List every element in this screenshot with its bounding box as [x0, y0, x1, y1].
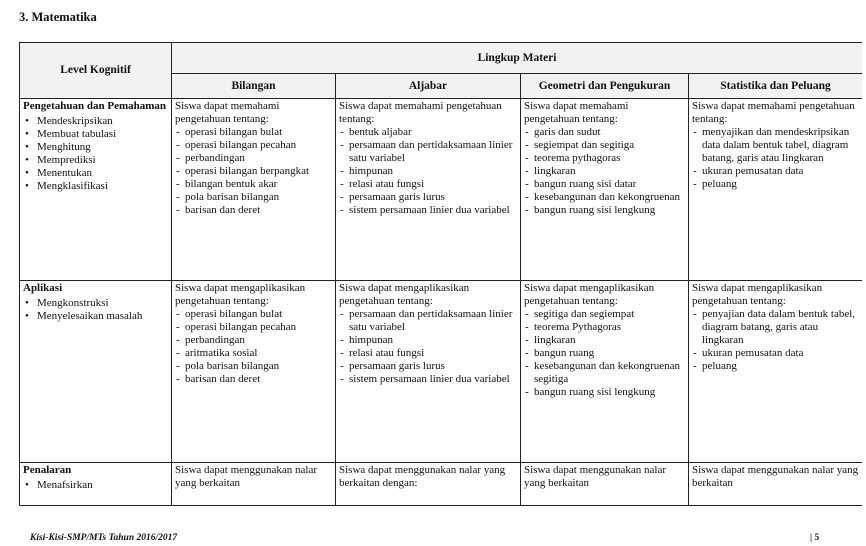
list-item: - teorema Pythagoras [534, 321, 685, 334]
list-item: - operasi bilangan pecahan [185, 321, 332, 334]
list-item: - bentuk aljabar [349, 126, 517, 139]
list-item: - teorema pythagoras [534, 152, 685, 165]
content-cell [336, 281, 521, 463]
level-name: Penalaran [23, 464, 72, 476]
list-item: - bangun ruang sisi lengkung [534, 386, 685, 399]
list-item: - bangun ruang [534, 347, 685, 360]
list-item: - perbandingan [185, 152, 332, 165]
list-item: - operasi bilangan pecahan [185, 139, 332, 152]
list-item: - ukuran pemusatan data [702, 347, 859, 360]
list-item: • Mengkonstruksi [37, 297, 168, 310]
cell-intro: Siswa dapat menggunakan nalar yang berkaitan dengan: [339, 464, 506, 489]
column-header: Statistika dan Peluang [689, 74, 863, 99]
content-cell [172, 463, 336, 506]
table-row [20, 99, 863, 281]
footer-page-number: | 5 [810, 533, 820, 543]
level-items [23, 479, 168, 492]
list-item: - bangun ruang sisi datar [534, 178, 685, 191]
cell-items [339, 126, 517, 217]
cell-intro: Siswa dapat mengaplikasikan pengetahuan tentang: [524, 282, 655, 307]
table-row [20, 281, 863, 463]
list-item: - operasi bilangan bulat [185, 126, 332, 139]
list-item: - persamaan dan pertidaksamaan linier satu variabel [349, 139, 517, 165]
list-item: - aritmatika sosial [185, 347, 332, 360]
list-item: • Menghitung [37, 141, 168, 154]
list-item: • Menentukan [37, 167, 168, 180]
cell-intro: Siswa dapat mengaplikasikan pengetahuan tentang: [175, 282, 306, 307]
cell-items [339, 308, 517, 386]
list-item: - penyajian data dalam bentuk tabel, diagram batang, garis atau lingkaran [702, 308, 859, 347]
list-item: - garis dan sudut [534, 126, 685, 139]
level-items [23, 115, 168, 193]
section-title: 3. Matematika [19, 10, 97, 24]
list-item: - bangun ruang sisi lengkung [534, 204, 685, 217]
list-item: - lingkaran [534, 165, 685, 178]
content-cell [521, 99, 689, 281]
list-item: - peluang [702, 360, 859, 373]
column-header: Aljabar [336, 74, 521, 99]
list-item: - pola barisan bilangan [185, 191, 332, 204]
cell-items [175, 126, 332, 217]
level-items [23, 297, 168, 323]
kisi-kisi-table [19, 42, 862, 506]
cell-intro: Siswa dapat memahami pengetahuan tentang: [339, 100, 502, 125]
cell-items [524, 126, 685, 217]
list-item: - barisan dan deret [185, 373, 332, 386]
footer-document-title: Kisi-Kisi-SMP/MTs Tahun 2016/2017 [30, 533, 178, 543]
cell-intro: Siswa dapat menggunakan nalar yang berkaitan [175, 464, 318, 489]
content-cell [689, 463, 863, 506]
list-item: - sistem persamaan linier dua variabel [349, 373, 517, 386]
list-item: - sistem persamaan linier dua variabel [349, 204, 517, 217]
list-item: - relasi atau fungsi [349, 347, 517, 360]
table-container [19, 42, 862, 512]
column-header: Bilangan [172, 74, 336, 99]
cell-items [692, 126, 859, 191]
table-row [20, 463, 863, 506]
level-cell [20, 463, 172, 506]
column-header: Geometri dan Pengukuran [521, 74, 689, 99]
list-item: - segiempat dan segitiga [534, 139, 685, 152]
list-item: - menyajikan dan mendeskripsikan data dalam bentuk tabel, diagram batang, garis atau lingkaran [702, 126, 859, 165]
list-item: • Mendeskripsikan [37, 115, 168, 128]
list-item: • Mengklasifikasi [37, 180, 168, 193]
content-cell [336, 463, 521, 506]
cell-intro: Siswa dapat memahami pengetahuan tentang: [175, 100, 280, 125]
cell-items [524, 308, 685, 399]
list-item: - himpunan [349, 165, 517, 178]
cell-intro: Siswa dapat memahami pengetahuan tentang: [524, 100, 629, 125]
list-item: - segitiga dan segiempat [534, 308, 685, 321]
header-lingkup-materi: Lingkup Materi [172, 43, 863, 74]
list-item: - lingkaran [534, 334, 685, 347]
list-item: - bilangan bentuk akar [185, 178, 332, 191]
list-item: - ukuran pemusatan data [702, 165, 859, 178]
list-item: - persamaan garis lurus [349, 360, 517, 373]
list-item: • Menyelesaikan masalah [37, 310, 168, 323]
cell-items [175, 308, 332, 386]
level-cell [20, 99, 172, 281]
cell-items [692, 308, 859, 373]
content-cell [336, 99, 521, 281]
list-item: - relasi atau fungsi [349, 178, 517, 191]
content-cell [172, 99, 336, 281]
content-cell [172, 281, 336, 463]
cell-intro: Siswa dapat mengaplikasikan pengetahuan tentang: [692, 282, 823, 307]
level-cell [20, 281, 172, 463]
cell-intro: Siswa dapat memahami pengetahuan tentang: [692, 100, 855, 125]
list-item: • Menafsirkan [37, 479, 168, 492]
content-cell [521, 281, 689, 463]
list-item: - pola barisan bilangan [185, 360, 332, 373]
list-item: - himpunan [349, 334, 517, 347]
cell-intro: Siswa dapat menggunakan nalar yang berkaitan [524, 464, 667, 489]
list-item: - operasi bilangan berpangkat [185, 165, 332, 178]
list-item: • Membuat tabulasi [37, 128, 168, 141]
content-cell [689, 99, 863, 281]
list-item: - barisan dan deret [185, 204, 332, 217]
list-item: - kesebangunan dan kekongruenan segitiga [534, 360, 685, 386]
list-item: - persamaan garis lurus [349, 191, 517, 204]
list-item: • Memprediksi [37, 154, 168, 167]
list-item: - kesebangunan dan kekongruenan [534, 191, 685, 204]
cell-intro: Siswa dapat menggunakan nalar yang berkaitan [692, 464, 859, 489]
list-item: - peluang [702, 178, 859, 191]
list-item: - operasi bilangan bulat [185, 308, 332, 321]
list-item: - persamaan dan pertidaksamaan linier satu variabel [349, 308, 517, 334]
list-item: - perbandingan [185, 334, 332, 347]
level-name: Aplikasi [23, 282, 63, 294]
header-level-kognitif: Level Kognitif [20, 43, 172, 99]
level-name: Pengetahuan dan Pemahaman [23, 100, 167, 112]
content-cell [521, 463, 689, 506]
cell-intro: Siswa dapat mengaplikasikan pengetahuan tentang: [339, 282, 470, 307]
content-cell [689, 281, 863, 463]
